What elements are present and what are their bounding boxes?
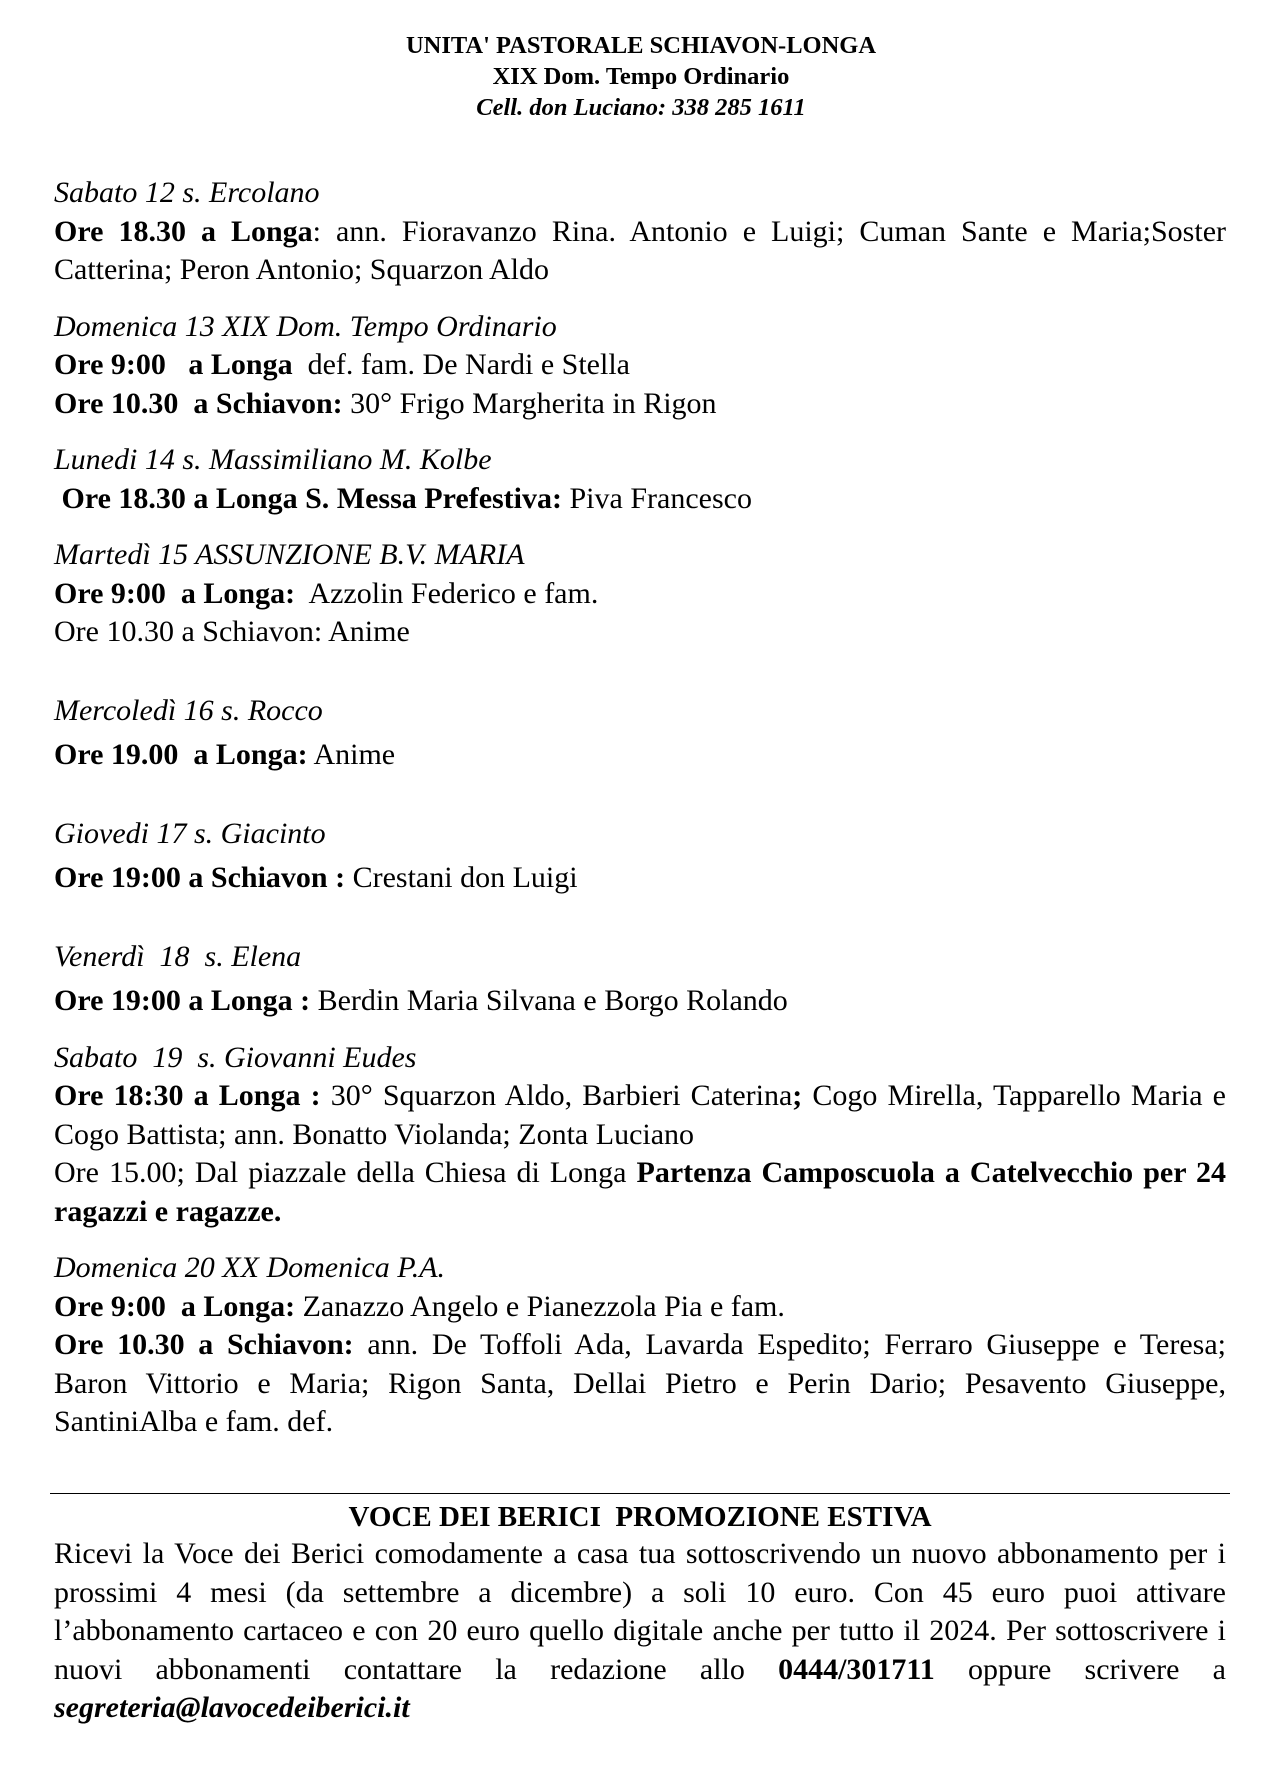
day-heading: Giovedi 17 s. Giacinto [54,816,326,850]
mass-time-place: Ore 9:00 a Longa [54,348,293,381]
priest-phone: Cell. don Luciano: 338 285 1611 [476,94,806,121]
mass-line: Ore 10.30 a Schiavon: Anime [54,615,410,648]
mass-intentions: Zanazzo Angelo e Pianezzola Pia e fam. [295,1289,785,1323]
mass-intentions: Azzolin Federico e fam. [295,576,599,610]
mass-line [54,736,1226,775]
mass-line [54,213,1226,290]
promo-title: VOCE DEI BERICI PROMOZIONE ESTIVA [348,1501,932,1533]
day-entry [54,1249,1226,1442]
day-heading: Mercoledì 16 s. Rocco [54,693,323,727]
parish-title: UNITA' PASTORALE SCHIAVON-LONGA [405,32,877,59]
day-entry [54,174,1226,290]
day-heading: Venerdì 18 s. Elena [54,939,302,973]
mass-time-place: Ore 9:00 a Longa: [54,576,296,610]
mass-line [54,982,1226,1021]
mass-time-place: Ore 10.30 a Schiavon: [54,1328,354,1361]
day-heading: Domenica 13 XIX Dom. Tempo Ordinario [54,309,557,343]
mass-time-place: Ore 18:30 a Longa : [54,1079,321,1112]
bulletin-header [0,30,1282,123]
promo-body-cont: oppure scrivere a [934,1652,1227,1686]
mass-line [54,385,1226,424]
promo-box [50,1493,1230,1728]
camp-departure-line [54,1154,1226,1231]
day-entry [54,938,1226,1021]
day-entry [54,441,1226,518]
mass-line [54,859,1226,898]
mass-intentions: Crestani don Luigi [345,861,578,894]
mass-time-place: Ore 10.30 a Schiavon: [54,386,343,420]
day-heading: Domenica 20 XX Domenica P.A. [54,1251,446,1284]
mass-time-place: Ore 19:00 a Longa : [54,984,311,1017]
day-heading: Sabato 12 s. Ercolano [54,176,320,209]
mass-schedule [54,174,1226,1442]
mass-intentions: Piva Francesco [562,481,752,515]
divider [50,1493,1230,1494]
mass-line [54,480,1226,519]
mass-time-place: Ore 18.30 a Longa S. Messa Prefestiva: [54,481,562,515]
mass-line [54,1077,1226,1154]
mass-intentions: Anime [307,738,396,771]
promo-text [50,1535,1230,1728]
mass-intentions: Berdin Maria Silvana e Borgo Rolando [310,984,788,1017]
promo-phone: 0444/301711 [778,1652,935,1686]
day-entry [54,1039,1226,1232]
mass-time-place: Ore 19.00 a Longa: [54,738,308,771]
day-entry [54,308,1226,424]
day-entry [54,692,1226,775]
promo-body: Ricevi la Voce dei Berici comodamente a casa tua sottoscrivendo un nuovo abbonamento per i prossimi 4 mesi (da settembre a dicembre) a soli 10 euro. Con 45 euro puoi attivare l’abbonamento cartaceo e con 20 euro quello digitale anche per tutto il 2024. Per sottoscrivere i nuovi abbonamenti contattare la redazione allo [54,1537,1226,1686]
mass-time-place: Ore 9:00 a Longa: [54,1289,296,1323]
promo-email-link[interactable]: segreteria@lavocedeiberici.it [54,1691,410,1724]
mass-time-place: Ore 18.30 a Longa [54,214,313,248]
camp-departure-info: Ore 15.00; Dal piazzale della Chiesa di Longa [54,1156,637,1189]
day-heading: Martedì 15 ASSUNZIONE B.V. MARIA [54,538,525,571]
mass-line [54,1326,1226,1442]
day-heading: Sabato 19 s. Giovanni Eudes [54,1040,417,1074]
mass-intentions: : ann. Fioravanzo Rina. Antonio e Luigi; Cuman Sante e Maria;Soster Catterina; Peron Antonio; Squarzon Aldo [54,214,1226,286]
mass-time-place: Ore 19:00 a Schiavon : [54,861,346,894]
mass-line [54,346,1226,385]
day-entry [54,815,1226,898]
day-entry [54,536,1226,652]
mass-intentions: def. fam. De Nardi e Stella [292,348,630,381]
mass-intentions: 30° Squarzon Aldo, Barbieri Caterina [320,1079,793,1112]
intention-separator: ; [792,1079,803,1112]
mass-intentions: ann. De Toffoli Ada, Lavarda Espedito; Ferraro Giuseppe e Teresa; Baron Vittorio e Maria; Rigon Santa, Dellai Pietro e Perin Dario; Pesavento Giuseppe, SantiniAlba e fam. def. [54,1328,1226,1438]
mass-intentions: 30° Frigo Margherita in Rigon [342,386,717,420]
mass-line [54,1288,1226,1327]
liturgical-week: XIX Dom. Tempo Ordinario [492,63,790,90]
mass-line [54,575,1226,614]
camp-departure-highlight: Partenza Camposcuola a Catelvecchio per 24 ragazzi e ragazze. [54,1156,1227,1228]
mass-intentions-cont: Cogo Mirella, Tapparello Maria e Cogo Battista; ann. Bonatto Violanda; Zonta Luciano [54,1079,1226,1151]
day-heading: Lunedi 14 s. Massimiliano M. Kolbe [54,443,492,476]
